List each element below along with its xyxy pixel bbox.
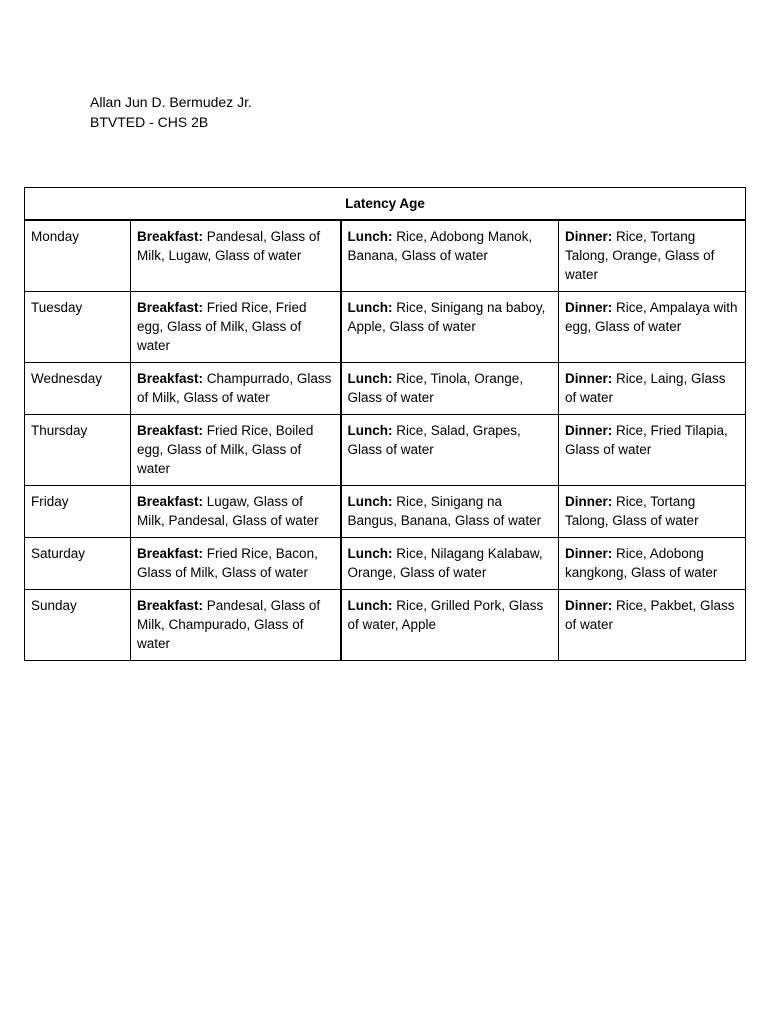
dinner-label: Dinner: [565, 546, 613, 561]
table-row [25, 220, 746, 292]
day-cell: Monday [25, 220, 131, 292]
table-title: Latency Age [25, 188, 746, 221]
table-row [25, 486, 746, 538]
breakfast-label: Breakfast: [137, 494, 204, 509]
breakfast-text: Pandesal, Glass of Milk, Champurado, Glass of water [137, 598, 321, 651]
dinner-label: Dinner: [565, 229, 613, 244]
lunch-text: Rice, Salad, Grapes, Glass of water [347, 423, 521, 457]
lunch-cell [341, 590, 559, 661]
dinner-cell [559, 590, 746, 661]
lunch-label: Lunch: [347, 546, 393, 561]
lunch-text: Rice, Nilagang Kalabaw, Orange, Glass of water [347, 546, 543, 580]
lunch-cell [341, 486, 559, 538]
breakfast-cell [131, 538, 341, 590]
author-name: Allan Jun D. Bermudez Jr. [90, 94, 252, 110]
dinner-text: Rice, Fried Tilapia, Glass of water [565, 423, 728, 457]
lunch-text: Rice, Tinola, Orange, Glass of water [347, 371, 524, 405]
day-cell: Saturday [25, 538, 131, 590]
breakfast-label: Breakfast: [137, 300, 204, 315]
dinner-cell [559, 415, 746, 486]
breakfast-cell [131, 292, 341, 363]
day-cell: Tuesday [25, 292, 131, 363]
table-row [25, 363, 746, 415]
day-cell: Sunday [25, 590, 131, 661]
breakfast-label: Breakfast: [137, 423, 204, 438]
breakfast-text: Lugaw, Glass of Milk, Pandesal, Glass of water [137, 494, 319, 528]
breakfast-text: Pandesal, Glass of Milk, Lugaw, Glass of water [137, 229, 321, 263]
dinner-text: Rice, Adobong kangkong, Glass of water [565, 546, 718, 580]
lunch-text: Rice, Adobong Manok, Banana, Glass of water [347, 229, 533, 263]
lunch-cell [341, 415, 559, 486]
breakfast-label: Breakfast: [137, 229, 204, 244]
dinner-text: Rice, Laing, Glass of water [565, 371, 726, 405]
lunch-label: Lunch: [347, 423, 393, 438]
lunch-label: Lunch: [347, 371, 393, 386]
lunch-label: Lunch: [347, 300, 393, 315]
dinner-cell [559, 363, 746, 415]
breakfast-label: Breakfast: [137, 598, 204, 613]
dinner-cell [559, 486, 746, 538]
lunch-text: Rice, Sinigang na baboy, Apple, Glass of water [347, 300, 546, 334]
breakfast-text: Fried Rice, Bacon, Glass of Milk, Glass of water [137, 546, 318, 580]
breakfast-text: Fried Rice, Fried egg, Glass of Milk, Glass of water [137, 300, 307, 353]
dinner-label: Dinner: [565, 300, 613, 315]
dinner-label: Dinner: [565, 598, 613, 613]
dinner-text: Rice, Tortang Talong, Glass of water [565, 494, 699, 528]
day-cell: Wednesday [25, 363, 131, 415]
breakfast-cell [131, 363, 341, 415]
breakfast-cell [131, 415, 341, 486]
breakfast-text: Champurrado, Glass of Milk, Glass of water [137, 371, 332, 405]
lunch-cell [341, 220, 559, 292]
dinner-text: Rice, Tortang Talong, Orange, Glass of water [565, 229, 715, 282]
table-row [25, 538, 746, 590]
document-header [90, 92, 252, 132]
dinner-cell [559, 220, 746, 292]
breakfast-cell [131, 220, 341, 292]
breakfast-cell [131, 590, 341, 661]
lunch-cell [341, 292, 559, 363]
breakfast-cell [131, 486, 341, 538]
dinner-label: Dinner: [565, 494, 613, 509]
dinner-label: Dinner: [565, 371, 613, 386]
table-row [25, 590, 746, 661]
breakfast-label: Breakfast: [137, 546, 204, 561]
meal-plan-table [24, 187, 746, 661]
lunch-cell [341, 363, 559, 415]
lunch-text: Rice, Grilled Pork, Glass of water, Apple [347, 598, 544, 632]
breakfast-label: Breakfast: [137, 371, 204, 386]
table-row [25, 292, 746, 363]
dinner-text: Rice, Pakbet, Glass of water [565, 598, 735, 632]
dinner-text: Rice, Ampalaya with egg, Glass of water [565, 300, 738, 334]
dinner-cell [559, 538, 746, 590]
course-section: BTVTED - CHS 2B [90, 114, 209, 130]
table-row [25, 415, 746, 486]
dinner-cell [559, 292, 746, 363]
lunch-cell [341, 538, 559, 590]
day-cell: Friday [25, 486, 131, 538]
breakfast-text: Fried Rice, Boiled egg, Glass of Milk, Glass of water [137, 423, 314, 476]
lunch-text: Rice, Sinigang na Bangus, Banana, Glass of water [347, 494, 542, 528]
lunch-label: Lunch: [347, 494, 393, 509]
lunch-label: Lunch: [347, 229, 393, 244]
dinner-label: Dinner: [565, 423, 613, 438]
lunch-label: Lunch: [347, 598, 393, 613]
day-cell: Thursday [25, 415, 131, 486]
